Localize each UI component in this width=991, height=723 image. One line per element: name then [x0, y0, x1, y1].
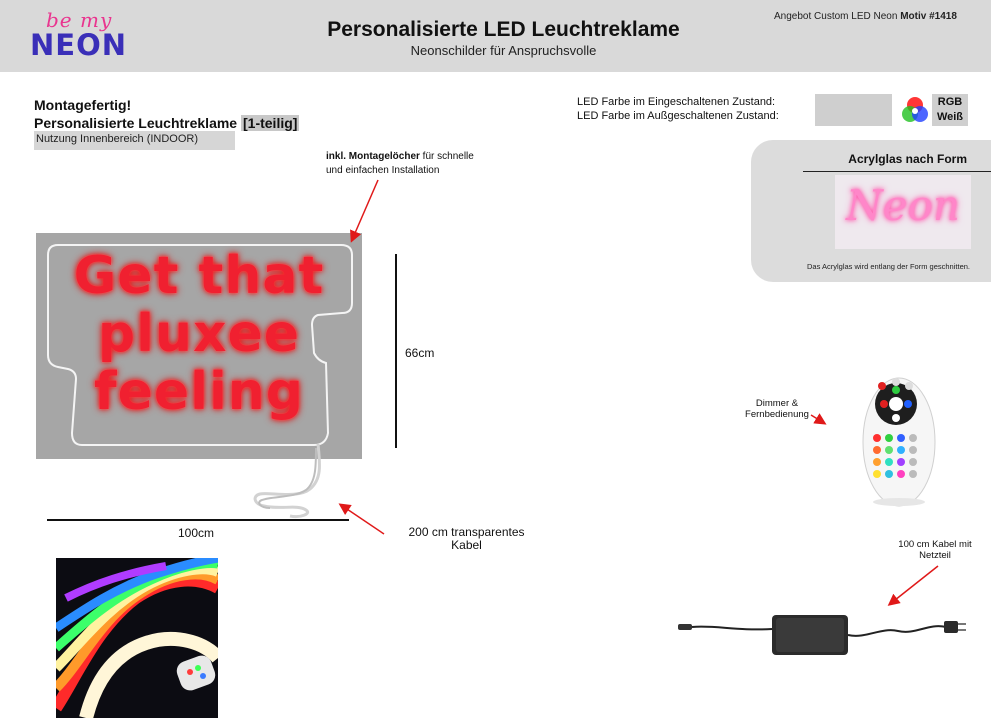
cable-note	[399, 526, 534, 552]
width-dimension-line	[47, 519, 349, 521]
width-label: 100cm	[178, 526, 215, 540]
dimmer-note-line1: Dimmer &	[755, 398, 799, 409]
mounting-holes-bold: inkl. Montagelöcher	[326, 151, 420, 162]
sign-line-1: Get that	[73, 246, 325, 306]
mounting-holes-rest: für schnelle	[419, 151, 474, 162]
transparent-cable-coil	[250, 444, 330, 519]
dimmer-note	[735, 398, 819, 420]
color-values	[932, 94, 968, 126]
adapter-note	[887, 539, 983, 561]
document-title: Personalisierte LED Leuchtreklame	[327, 18, 680, 41]
acrylic-title: Acrylglas nach Form	[848, 152, 967, 166]
offer-motif: Motiv #1418	[900, 11, 957, 22]
product-name-line	[34, 115, 299, 131]
acrylic-sample-text: Neon	[846, 181, 960, 230]
cable-note-line1: 200 cm transparentes	[408, 525, 525, 539]
led-on-label: LED Farbe im Eingeschaltenen Zustand:	[577, 96, 776, 108]
height-dimension-line	[395, 254, 397, 448]
logo-tagline: be my	[46, 8, 113, 32]
logo-wordmark: NEON	[30, 28, 128, 62]
product-parts-badge: [1-teilig]	[243, 115, 298, 131]
usage-note: Nutzung Innenbereich (INDOOR)	[34, 131, 235, 150]
color-on-value: RGB	[937, 96, 963, 108]
led-off-label: LED Farbe im Außgeschaltenen Zustand:	[577, 110, 779, 122]
sign-line-2: pluxee	[97, 304, 301, 364]
neon-sign-preview	[36, 233, 362, 459]
power-adapter-image	[676, 605, 976, 663]
acrylic-sample-image	[835, 175, 971, 249]
acrylic-caption: Das Acrylglas wird entlang der Form geschnitten.	[807, 262, 970, 271]
offer-prefix: Angebot Custom LED Neon	[774, 11, 898, 22]
rgb-wheel-icon	[900, 95, 930, 125]
color-off-value: Weiß	[936, 111, 964, 123]
mounting-holes-line2: und einfachen Installation	[326, 165, 440, 176]
offer-reference	[774, 11, 957, 22]
color-swatch	[815, 94, 892, 126]
adapter-note-line1: 100 cm Kabel mit	[898, 539, 972, 550]
remote-control-image	[862, 362, 936, 507]
mounting-holes-note	[326, 150, 474, 178]
cable-note-line2: Kabel	[451, 538, 482, 552]
led-strip-photo	[56, 558, 218, 718]
acrylic-panel	[751, 140, 991, 282]
led-strip-illustration	[56, 558, 218, 718]
acrylic-divider	[803, 171, 991, 172]
document-subtitle: Neonschilder für Anspruchsvolle	[410, 43, 597, 58]
height-label: 66cm	[405, 346, 435, 360]
ready-to-mount-heading: Montagefertig!	[34, 97, 132, 113]
neon-sign-text	[36, 247, 362, 421]
adapter-note-line2: Netzteil	[919, 550, 951, 561]
product-name: Personalisierte Leuchtreklame	[34, 115, 238, 131]
document-header	[0, 0, 991, 72]
sign-line-3: feeling	[93, 362, 305, 422]
dimmer-note-line2: Fernbedienung	[745, 409, 809, 420]
